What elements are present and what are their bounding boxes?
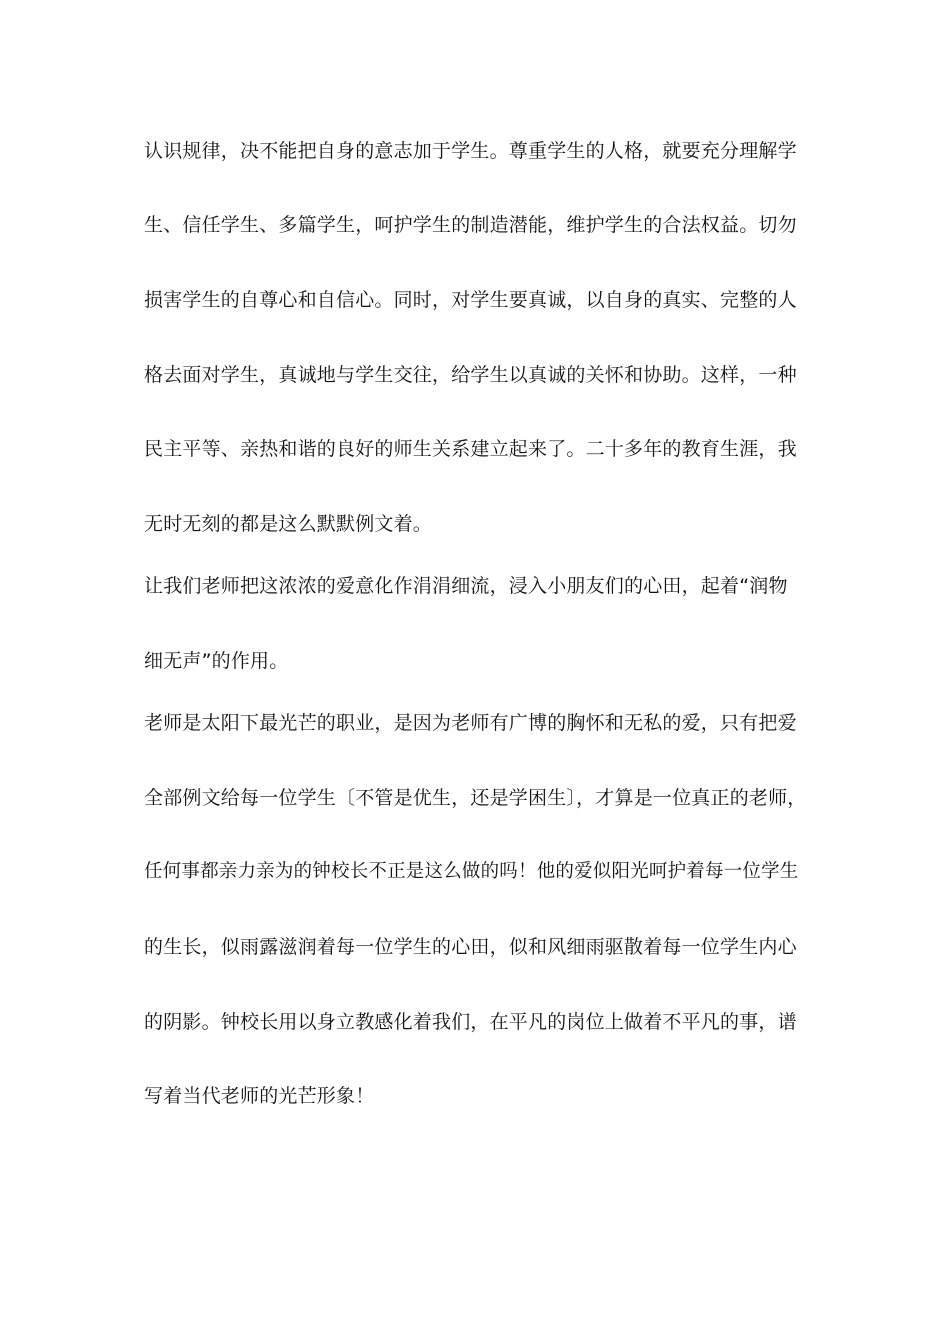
text-line: 民主平等、亲热和谐的良好的师生关系建立起来了。二十多年的教育生涯，我 (144, 438, 797, 460)
text-line: 的阴影。钟校长用以身立教感化着我们，在平凡的岗位上做着不平凡的事，谱 (144, 1011, 797, 1033)
text-line: 认识规律，决不能把自身的意志加于学生。尊重学生的人格，就要充分理解学 (144, 140, 797, 162)
text-line: 老师是太阳下最光芒的职业，是因为老师有广博的胸怀和无私的爱，只有把爱 (144, 712, 797, 734)
text-line: 写着当代老师的光芒形象！ (144, 1085, 375, 1107)
text-line: 生、信任学生、多篇学生，呵护学生的制造潜能，维护学生的合法权益。切勿 (144, 214, 797, 236)
text-line: 损害学生的自尊心和自信心。同时，对学生要真诚，以自身的真实、完整的人 (144, 289, 797, 311)
text-line: 格去面对学生，真诚地与学生交往，给学生以真诚的关怀和协助。这样，一种 (144, 364, 797, 386)
text-line: 任何事都亲力亲为的钟校长不正是这么做的吗！他的爱似阳光呵护着每一位学生 (144, 861, 799, 882)
text-line: 无时无刻的都是这么默默例文着。 (144, 513, 433, 535)
text-line: 细无声”的作用。 (144, 650, 289, 672)
text-line: 的生长，似雨露滋润着每一位学生的心田，似和风细雨驱散着每一位学生内心 (144, 936, 797, 958)
text-line: 让我们老师把这浓浓的爱意化作涓涓细流，浸入小朋友们的心田，起着“润物 (144, 575, 788, 597)
text-line: 全部例文给每一位学生〔不管是优生，还是学困生〕，才算是一位真正的老师， (144, 787, 807, 809)
